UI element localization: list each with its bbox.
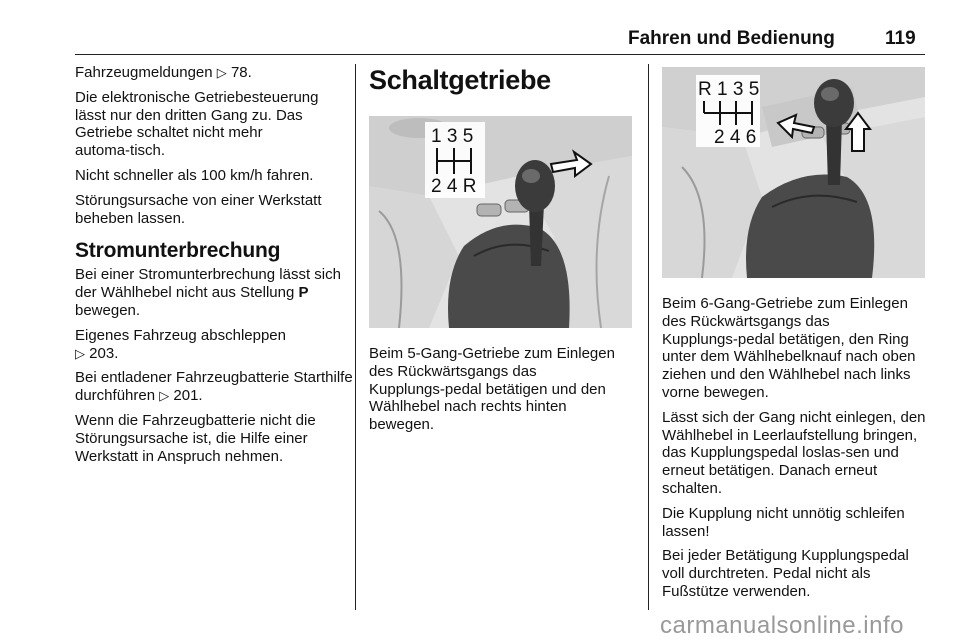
reference-arrow-icon: ▷	[159, 388, 170, 404]
reference-arrow-icon: ▷	[216, 65, 227, 80]
text: bewegen.	[75, 301, 141, 319]
text: Fahrzeugmeldungen	[75, 64, 213, 81]
header-title: Fahren und Bedienung	[628, 28, 835, 49]
text: Eigenes Fahrzeug abschleppen	[75, 326, 286, 344]
page-number: 119	[885, 28, 916, 49]
paragraph: Die Kupplung nicht unnötig schleifen lassen!	[662, 504, 905, 540]
section-heading: Stromunterbrechung	[75, 239, 281, 263]
page-ref[interactable]: 203.	[89, 344, 119, 362]
five-speed-gearshift-illustration	[369, 116, 632, 328]
column-3-text	[662, 295, 928, 608]
watermark: carmanualsonline.info	[660, 612, 904, 639]
gear-pattern-top: 1 3 5	[431, 126, 474, 147]
gear-pattern-bottom: 2 4 R	[431, 176, 477, 197]
header-divider	[75, 54, 925, 55]
paragraph: Lässt sich der Gang nicht einlegen, den Wählhebel in Leerlaufstellung bringen, das Kupplungspedal loslas‑sen und erneut betätigen. Danach erneut schalten.	[662, 408, 926, 497]
section-title: Schaltgetriebe	[369, 65, 551, 95]
paragraph	[75, 266, 353, 319]
page-ref[interactable]: 201.	[173, 387, 203, 405]
paragraph	[75, 369, 353, 405]
text: Bei entladener Fahrzeugbatterie Starthilfe durchführen	[75, 369, 353, 405]
column-1	[75, 64, 353, 472]
six-speed-gearshift-illustration	[662, 67, 925, 278]
page-ref[interactable]: 78.	[230, 64, 252, 81]
paragraph: Störungsursache von einer Werkstatt beheben lassen.	[75, 191, 322, 227]
paragraph: Die elektronische Getriebesteuerung lässt nur den dritten Gang zu. Das Getriebe schaltet nicht mehr automa‑tisch.	[75, 88, 319, 160]
reference-arrow-icon: ▷	[75, 345, 85, 361]
paragraph: Bei jeder Betätigung Kupplungspedal voll durchtreten. Pedal nicht als Fußstütze verwenden.	[662, 547, 909, 600]
column-divider-2	[648, 64, 649, 610]
gear-pattern-top: R 1 3 5	[698, 79, 760, 100]
paragraph: Wenn die Fahrzeugbatterie nicht die Störungsursache ist, die Hilfe einer Werkstatt in Anspruch nehmen.	[75, 411, 316, 465]
text: Bei einer Stromunterbrechung lässt sich der Wählhebel nicht aus Stellung	[75, 266, 341, 302]
gear-pattern-bottom: 2 4 6	[714, 127, 757, 148]
column-2	[369, 64, 634, 96]
paragraph	[75, 64, 353, 82]
paragraph: Beim 6‑Gang‑Getriebe zum Einlegen des Rückwärtsgangs das Kupplungs‑pedal betätigen, den Ring unter dem Wählhebelknauf nach oben ziehen und den Wählhebel nach links vorne bewegen.	[662, 295, 916, 401]
column-divider-1	[355, 64, 356, 610]
figure-caption	[369, 345, 635, 441]
paragraph: Nicht schneller als 100 km/h fahren.	[75, 166, 314, 184]
paragraph	[75, 327, 353, 363]
paragraph: Beim 5‑Gang‑Getriebe zum Einlegen des Rückwärtsgangs das Kupplungs‑pedal betätigen und den Wählhebel nach rechts hinten bewegen.	[369, 345, 615, 434]
gear-position-label: P	[298, 284, 309, 302]
